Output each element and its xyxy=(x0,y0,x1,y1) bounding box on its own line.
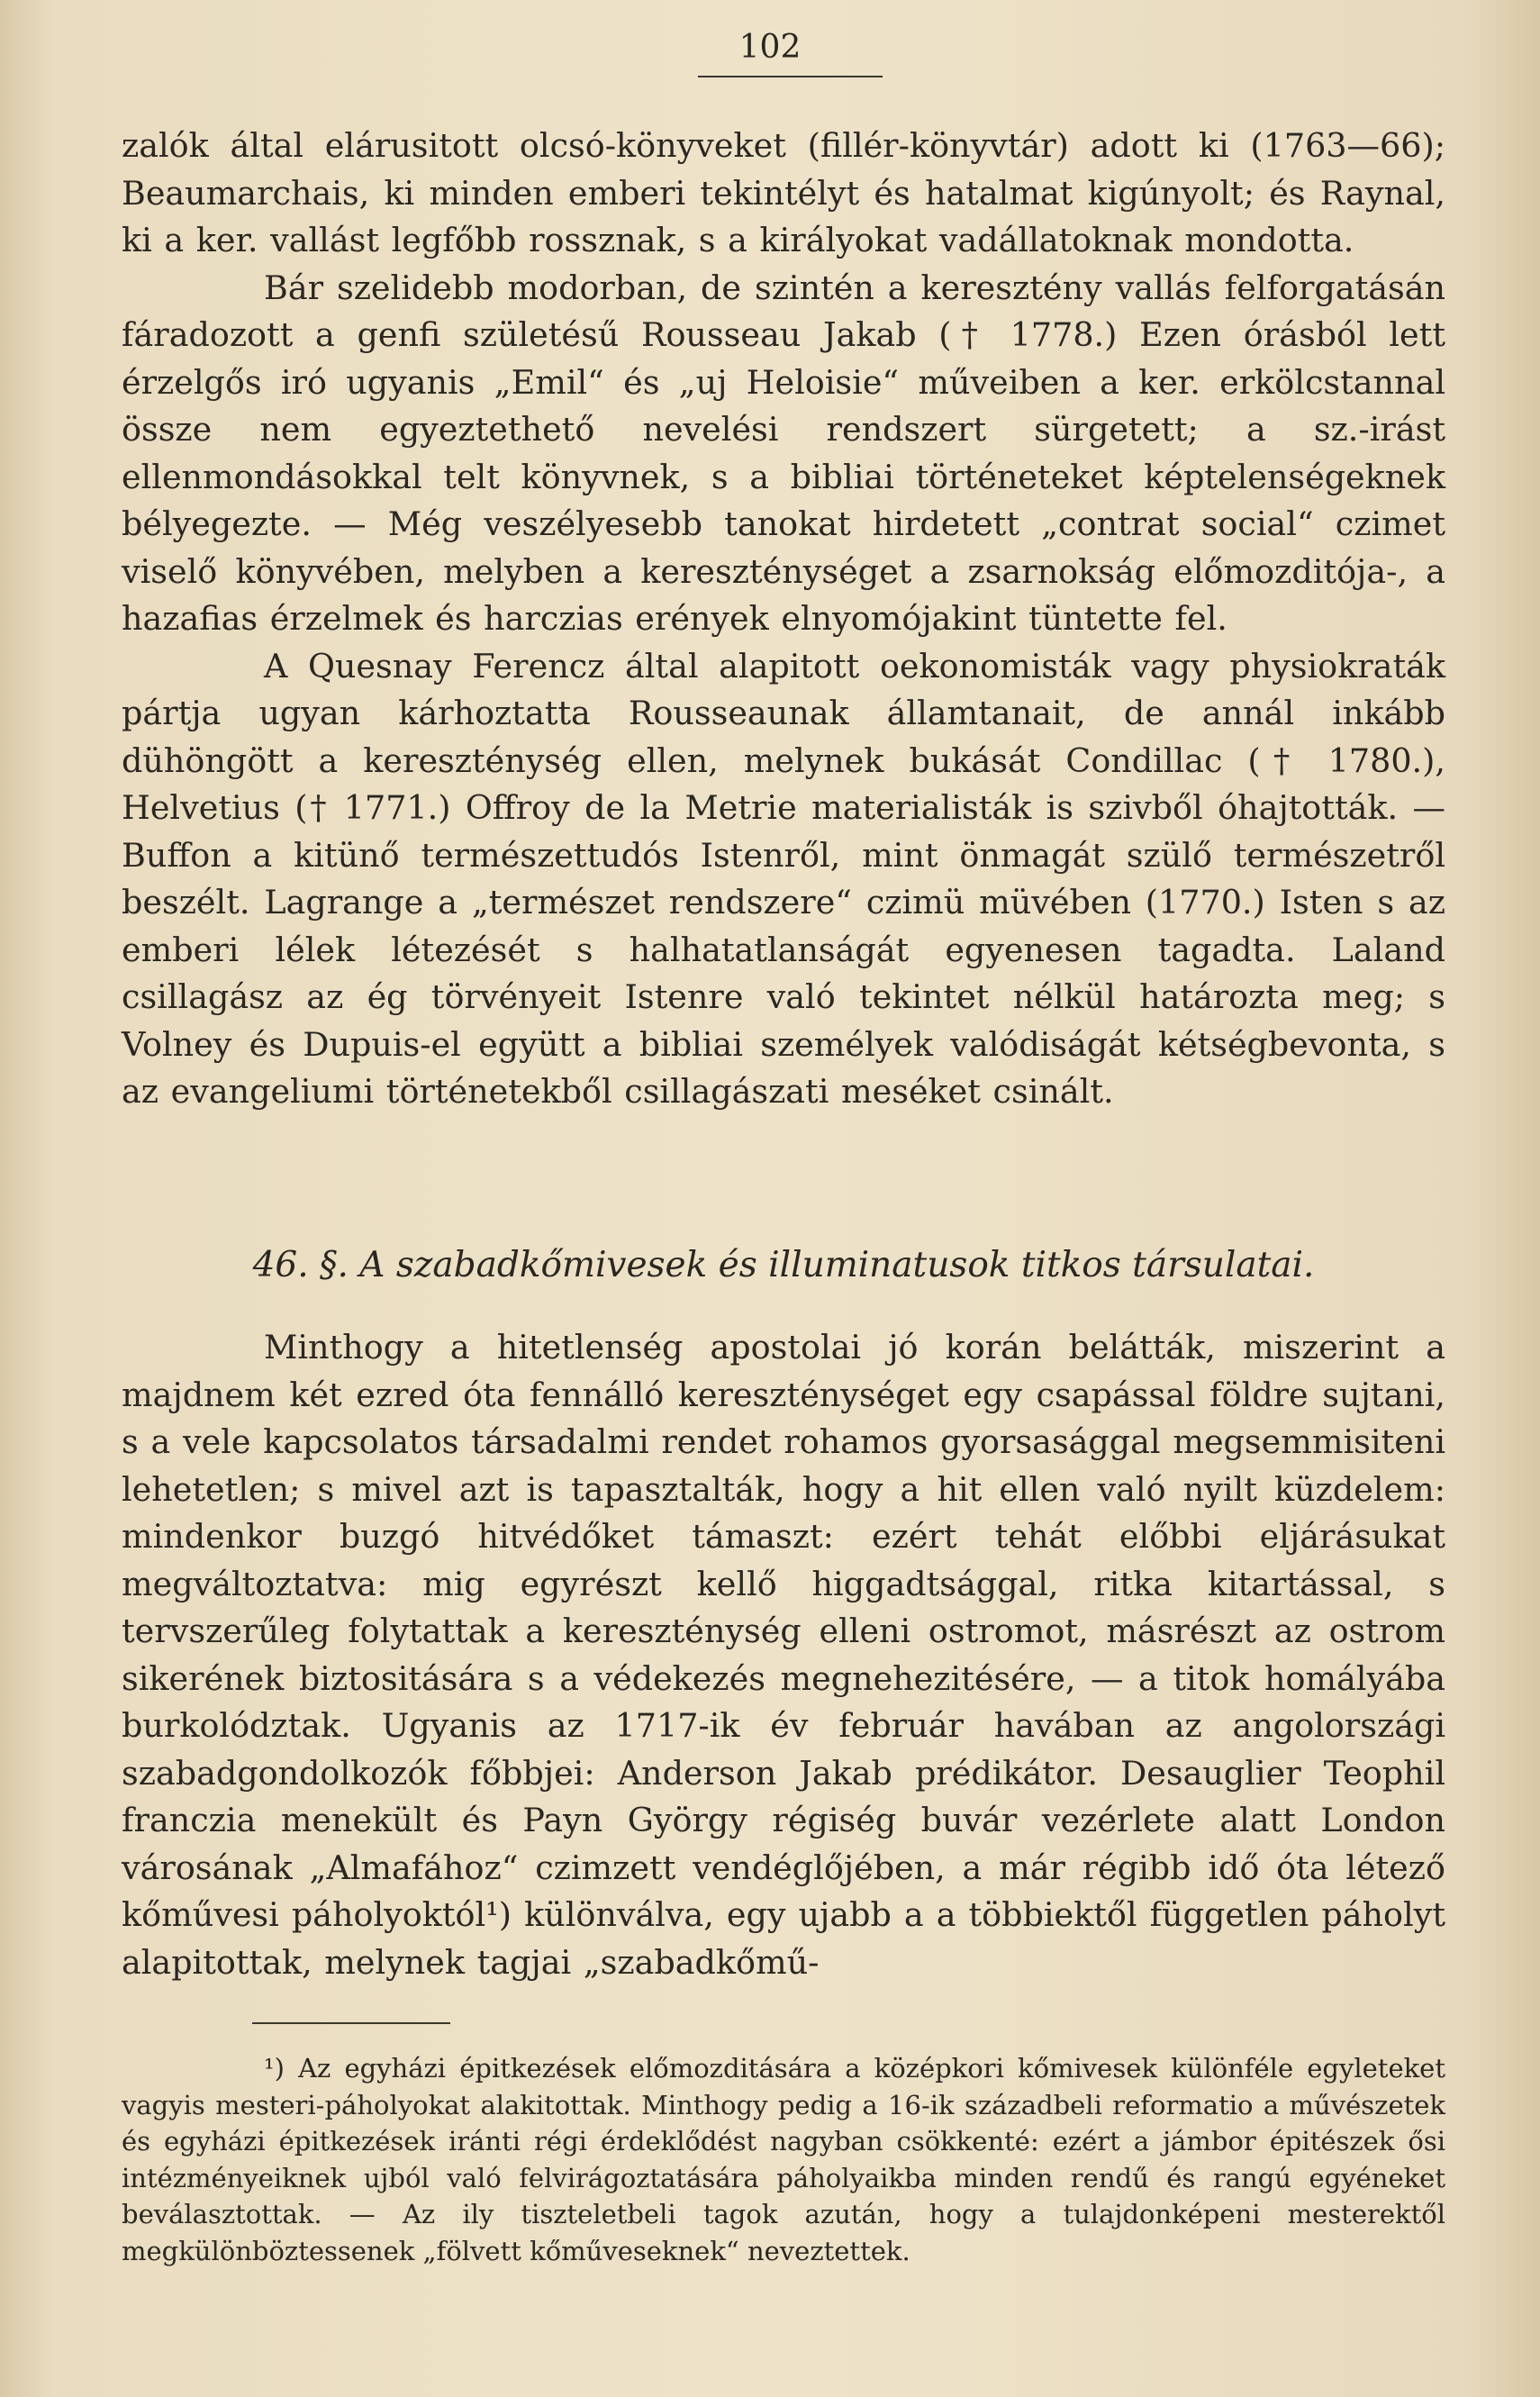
page-number: 102 xyxy=(738,29,802,66)
main-text xyxy=(122,123,1445,1116)
paragraph-continuation: zalók által elárusitott olcsó-könyveket (fillér-könyvtár) adott ki (1763—66); Beaumarchais, ki minden emberi tekintélyt és hatalmat kigúnyolt; és Raynal, ki a ker. vallást legfőbb rossznak, s a királyokat vadállatoknak mondotta. xyxy=(122,126,1445,259)
header-rule xyxy=(698,76,883,77)
footnote-rule xyxy=(252,2022,450,2024)
section-heading: 46. §. A szabadkőmivesek és illuminatusok titkos társulatai. xyxy=(252,1245,1315,1285)
footnote-text: ¹) Az egyházi épitkezések előmozditására a középkori kőmivesek különféle egyleteket vagyis mesteri-páholyokat alakitottak. Minthogy pedig a 16-ik századbeli reformatio a művészetek és egyházi épitkezések iránti régi érdeklődést nagyban csökkenté: ezért a jámbor épitészek ősi intézményeiknek ujból való felvirágoztatására páholyaikba minden rendű és rangú egyéneket beválasztottak. — Az ily tiszteletbeli tagok azután, hogy a tulajdonképeni mesterektől megkülönböztessenek „fölvett kőműveseknek“ neveztettek. xyxy=(122,2053,1445,2266)
section-text xyxy=(122,1324,1445,1986)
paragraph-rousseau: Bár szelidebb modorban, de szintén a keresztény vallás felforgatásán fáradozott a genfi születésű Rousseau Jakab († 1778.) Ezen órásból lett érzelgős iró ugyanis „Emil“ és „uj Heloisie“ műveiben a ker. erkölcstannal össze nem egyeztethető nevelési rendszert sürgetett; a sz.-irást ellenmondásokkal telt könyvnek, s a bibliai történeteket képtelenségeknek bélyegezte. — Még veszélyesebb tanokat hirdetett „contrat social“ czimet viselő könyvében, melyben a kereszténységet a zsarnokság előmozditója-, a hazafias érzelmek és harczias erények elnyomójakint tüntette fel. xyxy=(122,268,1445,638)
paragraph-freemasons: Minthogy a hitetlenség apostolai jó korán belátták, miszerint a majdnem két ezred óta fennálló kereszténységet egy csapással földre sujtani, s a vele kapcsolatos társadalmi rendet rohamos gyorsasággal megsemmisiteni lehetetlen; s mivel azt is tapasztalták, hogy a hit ellen való nyilt küzdelem: mindenkor buzgó hitvédőket támaszt: ezért tehát előbbi eljárásukat megváltoztatva: mig egyrészt kellő higgadtsággal, ritka kitartással, s tervszerűleg folytattak a kereszténység elleni ostromot, másrészt az ostrom sikerének biztositására s a védekezés megnehezitésére, — a titok homályába burkolództak. Ugyanis az 1717-ik év február havában az angolországi szabadgondolkozók főbbjei: Anderson Jakab prédikátor. Desauglier Teophil franczia menekült és Payn György régiség buvár vezérlete alatt London városának „Almafához“ czimzett vendéglőjében, a már régibb idő óta létező kőművesi páholyoktól¹) különválva, egy ujabb a a többiektől független páholyt alapitottak, melynek tagjai „szabadkőmű- xyxy=(122,1328,1445,1982)
footnote xyxy=(122,2050,1445,2269)
paragraph-physiocrats: A Quesnay Ferencz által alapitott oekonomisták vagy physiokraták pártja ugyan kárhoztatta Rousseaunak államtanait, de annál inkább dühöngött a kereszténység ellen, melynek bukását Condillac († 1780.), Helvetius († 1771.) Offroy de la Metrie materialisták is szivből óhajtották. — Buffon a kitünő természettudós Istenről, mint önmagát szülő természetről beszélt. Lagrange a „természet rendszere“ czimü müvében (1770.) Isten s az emberi lélek létezését s halhatatlanságát egyenesen tagadta. Laland csillagász az ég törvényeit Istenre való tekintet nélkül határozta meg; s Volney és Dupuis-el együtt a bibliai személyek valódiságát kétségbevonta, s az evangeliumi történetekből csillagászati meséket csinált. xyxy=(122,646,1445,1111)
